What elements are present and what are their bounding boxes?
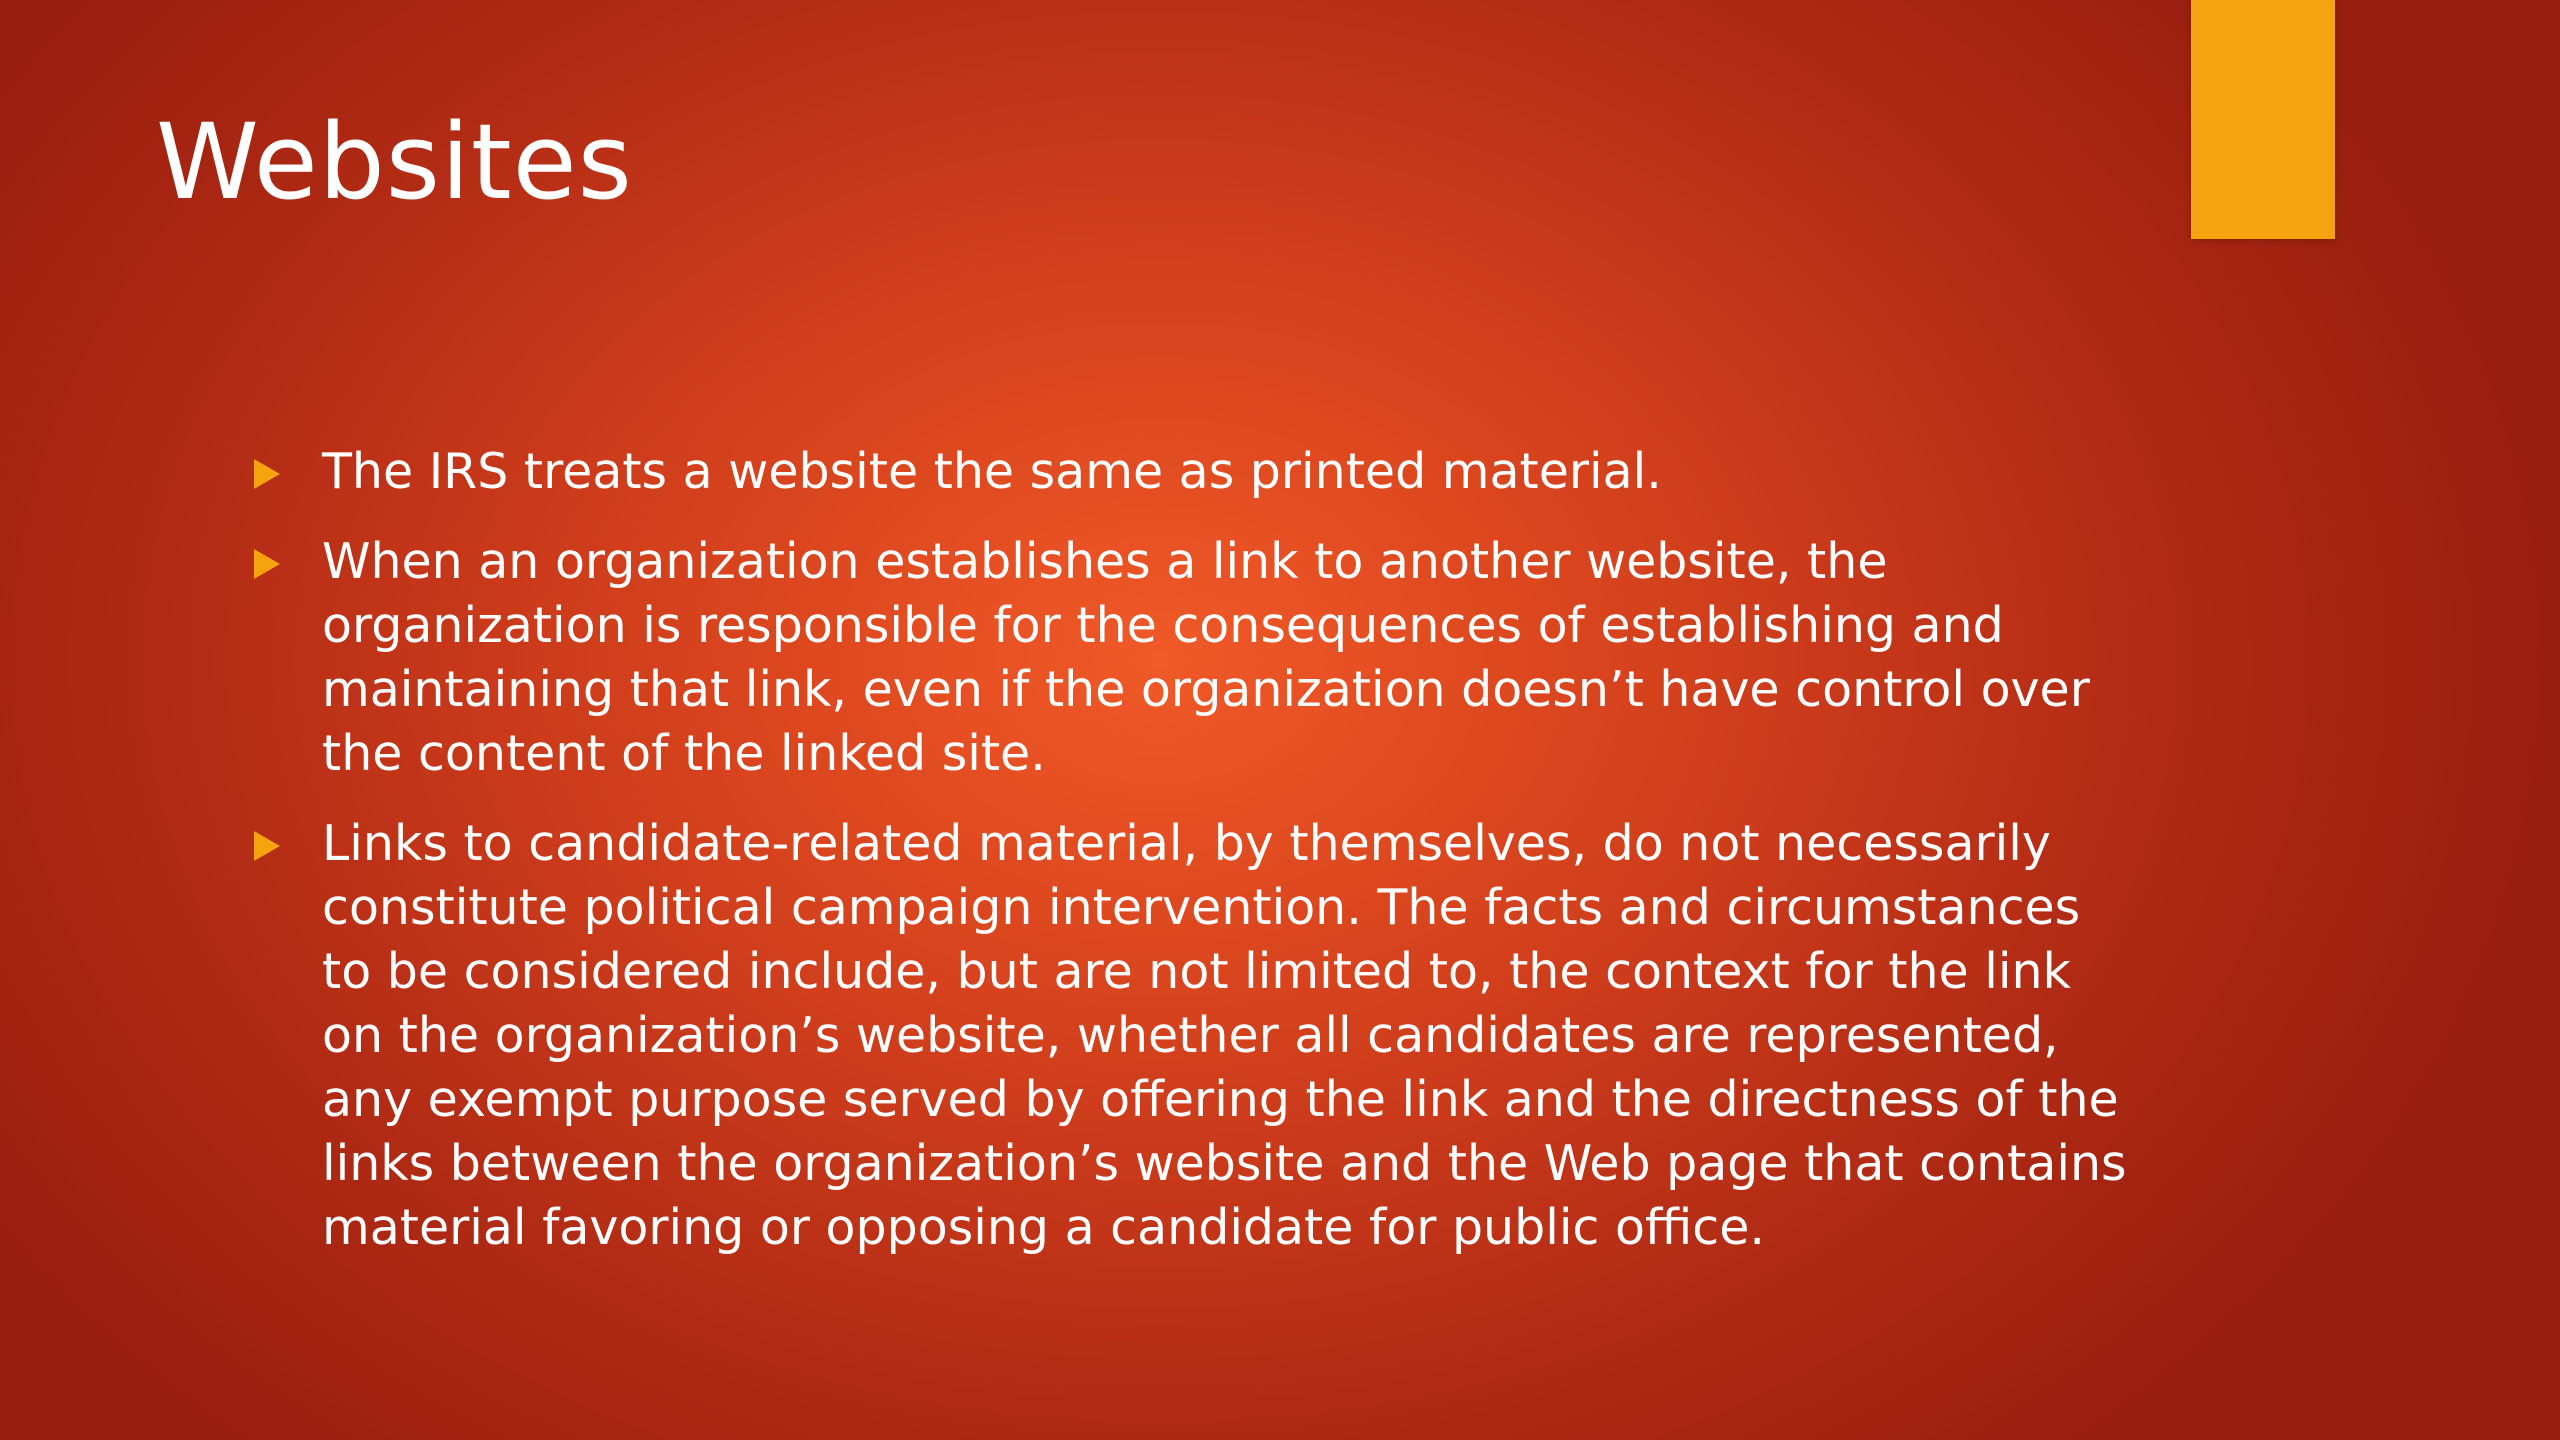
bullet-item xyxy=(252,440,2132,504)
triangle-right-icon xyxy=(254,549,280,579)
bullet-item xyxy=(252,812,2132,1260)
bullet-text: Links to candidate-related material, by themselves, do not necessarily constitute political campaign intervention. The facts and circumstances to be considered include, but are not limited to, the context for the link on the organization’s website, whether all candidates are represented, any exempt purpose served by offering the link and the directness of the links between the organization’s website and the Web page that contains material favoring or opposing a candidate for public office. xyxy=(322,815,2127,1256)
triangle-right-icon xyxy=(254,831,280,861)
bullet-item xyxy=(252,530,2132,786)
accent-bar xyxy=(2191,0,2335,239)
bullet-list xyxy=(252,440,2132,1286)
bullet-text: The IRS treats a website the same as printed material. xyxy=(322,443,1662,500)
bullet-text: When an organization establishes a link to another website, the organization is responsible for the consequences of establishing and maintaining that link, even if the organization doesn’t have control over the content of the linked site. xyxy=(322,533,2090,782)
slide-title: Websites xyxy=(156,101,633,223)
triangle-right-icon xyxy=(254,459,280,489)
